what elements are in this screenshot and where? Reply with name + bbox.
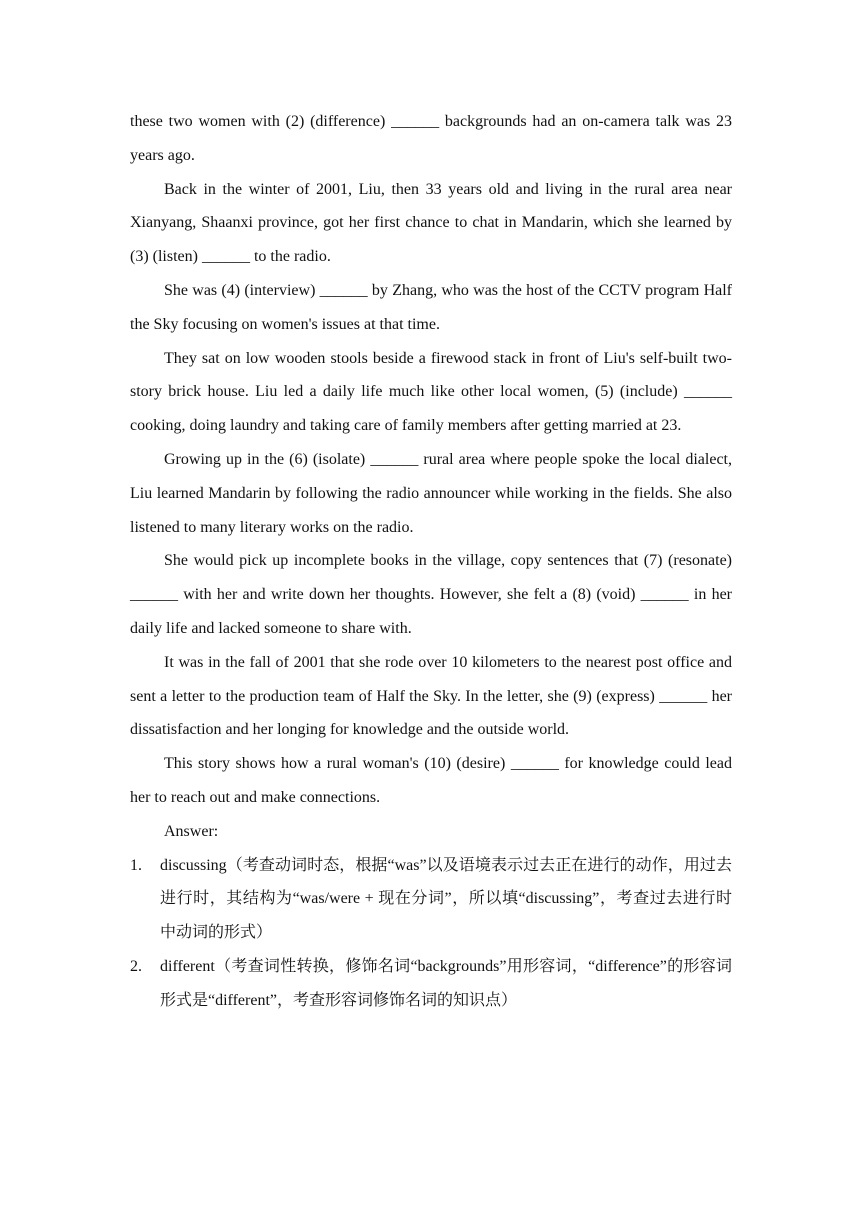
passage-paragraph: She was (4) (interview) ______ by Zhang, who was the host of the CCTV program Half the Sky focusing on women's issues at that time. <box>130 281 732 333</box>
passage-paragraph: Back in the winter of 2001, Liu, then 33 years old and living in the rural area near Xianyang, Shaanxi province, got her first chance to chat in Mandarin, which she learned by (3) (listen) ______ to the radio. <box>130 180 732 266</box>
answer-number: 1. <box>130 856 142 874</box>
answer-heading: Answer: <box>164 822 219 840</box>
passage-paragraph: She would pick up incomplete books in the village, copy sentences that (7) (resonate) ______ with her and write down her thoughts. However, she felt a (8) (void) ______ in her daily life and lacked someone to share with. <box>130 552 732 637</box>
answer-item <box>130 950 732 1018</box>
document-page <box>130 105 732 1018</box>
passage-paragraph: They sat on low wooden stools beside a firewood stack in front of Liu's self-built two-story brick house. Liu led a daily life much like other local women, (5) (include) ______ cooking, doing laundry and taking care of family members after getting married at 23. <box>130 349 732 435</box>
answer-item <box>130 849 732 950</box>
passage-paragraph: This story shows how a rural woman's (10) (desire) ______ for knowledge could lead her to reach out and make connections. <box>130 755 732 806</box>
answer-text: discussing（考查动词时态，根据“was”以及语境表示过去正在进行的动作，用过去进行时，其结构为“was/were + 现在分词”，所以填“discussing”，考查过去进行时中动词的形式） <box>160 856 732 942</box>
passage-paragraph: Growing up in the (6) (isolate) ______ rural area where people spoke the local dialect, Liu learned Mandarin by following the radio announcer while working in the fields. She also listened to many literary works on the radio. <box>130 450 732 536</box>
passage-paragraph: It was in the fall of 2001 that she rode over 10 kilometers to the nearest post office and sent a letter to the production team of Half the Sky. In the letter, she (9) (express) ______ her dissatisfaction and her longing for knowledge and the outside world. <box>130 653 732 739</box>
answer-text: different（考查词性转换，修饰名词“backgrounds”用形容词，“difference”的形容词形式是“different”，考查形容词修饰名词的知识点） <box>160 957 732 1009</box>
answer-number: 2. <box>130 957 142 975</box>
answer-list <box>130 849 732 1018</box>
passage-paragraph-continued: these two women with (2) (difference) ______ backgrounds had an on-camera talk was 23 years ago. <box>130 113 732 164</box>
